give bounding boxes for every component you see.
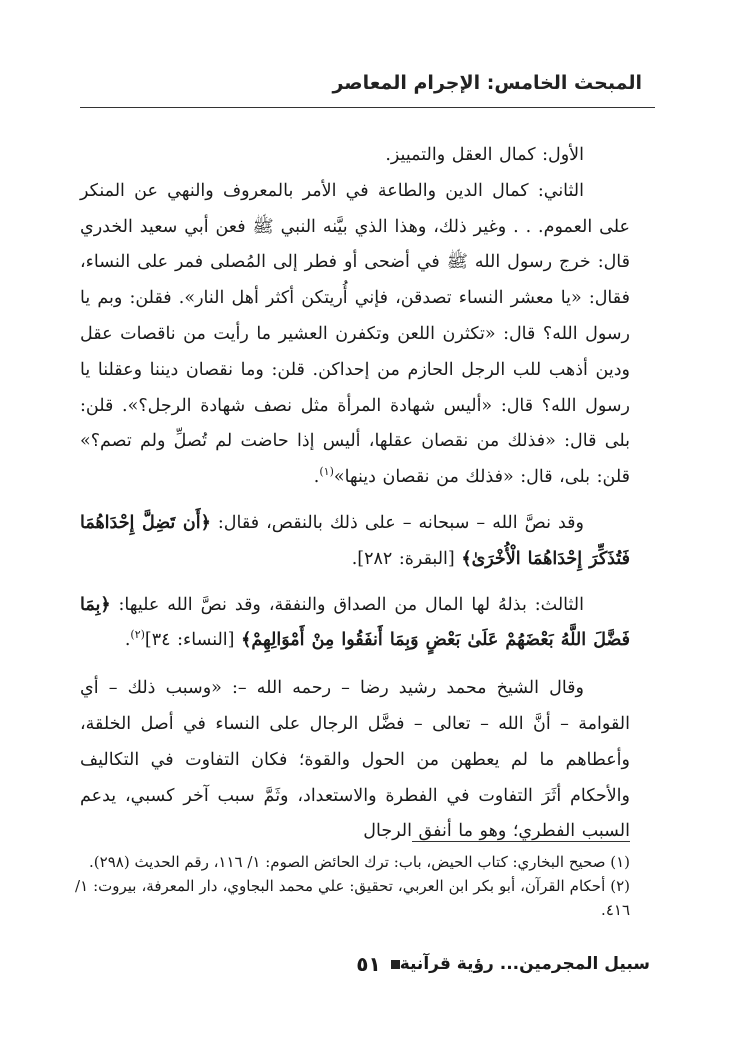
chapter-heading: المبحث الخامس: الإجرام المعاصر	[332, 72, 642, 94]
footnote-ref-1: (١)	[319, 465, 334, 479]
footer-separator-square	[391, 960, 400, 969]
hadith-text: الثاني: كمال الدين والطاعة في الأمر بالمعروف والنهي عن المنكر على العموم. . . وغير ذلك، وهذا الذي بيَّنه النبي ﷺ فعن أبي سعيد الخدري قال: خرج رسول الله ﷺ في أضحى أو فطر إلى المُصلى فمر على النساء، فقال: «يا معشر النساء تصدقن، فإني أُريتكن أكثر أهل النار». فقلن: وبم يا رسول الله؟ قال: «تكثرن اللعن وتكفرن العشير ما رأيت من ناقصات عقل ودين أذهب للب الرجل الحازم من إحداكن. قلن: وما نقصان ديننا وعقلنا يا رسول الله؟ قال: «أليس شهادة المرأة مثل نصف شهادة الرجل؟». قلن: بلى قال: «فذلك من نقصان عقلها، أليس إذا حاضت لم تُصلِّ ولم تصم؟» قلن: بلى، قال: «فذلك من نقصان دينها»	[80, 180, 630, 488]
page-footer	[344, 952, 650, 976]
quran-verse: ﴿أَن تَضِلَّ إِحْدَاهُمَا فَتُذَكِّرَ إِحْدَاهُمَا الْأُخْرَىٰ﴾	[80, 512, 630, 569]
page-number: ٥١	[356, 952, 381, 976]
header-divider	[80, 107, 655, 108]
footnote-1: (١) صحيح البخاري: كتاب الحيض، باب: ترك الحائض الصوم: ١/ ١١٦، رقم الحديث (٢٩٨).	[89, 853, 630, 871]
paragraph-rashid-rida-quote: وقال الشيخ محمد رشيد رضا – رحمه الله –: «وسبب ذلك – أي القوامة – أنَّ الله – تعالى – فضَّل الرجال على النساء في أصل الخلقة، وأعطاهم ما لم يعطهن من الحول والقوة؛ فكان التفاوت في التكاليف والأحكام أثَرَ التفاوت في الفطرة والاستعداد، وثَمَّ سبب آخر كسبي، يدعم السبب الفطري؛ وهو ما أنفق الرجال	[80, 678, 630, 842]
footnote-2: (٢) أحكام القرآن، أبو بكر ابن العربي، تحقيق: علي محمد البجاوي، دار المعرفة، بيروت: ١/ ٤١٦.	[75, 877, 630, 919]
quran-verse: ﴿بِمَا فَضَّلَ اللَّهُ بَعْضَهُمْ عَلَىٰ بَعْضٍ وَبِمَا أَنفَقُوا مِنْ أَمْوَالِهِمْ﴾	[80, 594, 630, 651]
book-title: سبيل المجرمين... رؤية قرآنية	[399, 954, 650, 974]
paragraph-quran-citation	[80, 506, 630, 578]
paragraph-first-condition: الأول: كمال العقل والتمييز.	[385, 145, 584, 165]
citation-intro: وقد نصَّ الله – سبحانه – على ذلك بالنقص، فقال:	[210, 512, 584, 533]
verse-reference: [النساء: ٣٤]	[144, 630, 242, 651]
third-condition-intro: الثالث: بذلهُ لها المال من الصداق والنفقة، وقد نصَّ الله عليها:	[110, 594, 584, 615]
main-text	[80, 138, 630, 862]
paragraph-second-condition: الثاني: كمال الدين والطاعة في الأمر بالمعروف والنهي عن المنكر على العموم. . . وغير ذلك، وهذا الذي بيَّنه النبي ﷺ فعن أبي سعيد الخدري قال: خرج رسول الله ﷺ في أضحى أو فطر إلى المُصلى فمر على النساء، فقال: «يا معشر النساء تصدقن، فإني أُريتكن أكثر أهل النار». فقلن: وبم يا رسول الله؟ قال: «تكثرن اللعن وتكفرن العشير ما رأيت من ناقصات عقل ودين أذهب للب الرجل الحازم من إحداكن. قلن: وما نقصان ديننا وعقلنا يا رسول الله؟ قال: «أليس شهادة المرأة مثل نصف شهادة الرجل؟». قلن: بلى قال: «فذلك من نقصان عقلها، أليس إذا حاضت لم تُصلِّ ولم تصم؟» قلن: بلى، قال: «فذلك من نقصان دينها»$^{(١)}$.	[80, 180, 630, 488]
footnote-ref-2: (٢)	[130, 628, 145, 642]
paragraph-end-mark: .	[124, 630, 131, 651]
paragraph-third-condition	[80, 588, 630, 660]
footnote-divider	[412, 841, 630, 842]
footnotes	[75, 850, 630, 922]
verse-reference: [البقرة: ٢٨٢].	[351, 548, 462, 569]
